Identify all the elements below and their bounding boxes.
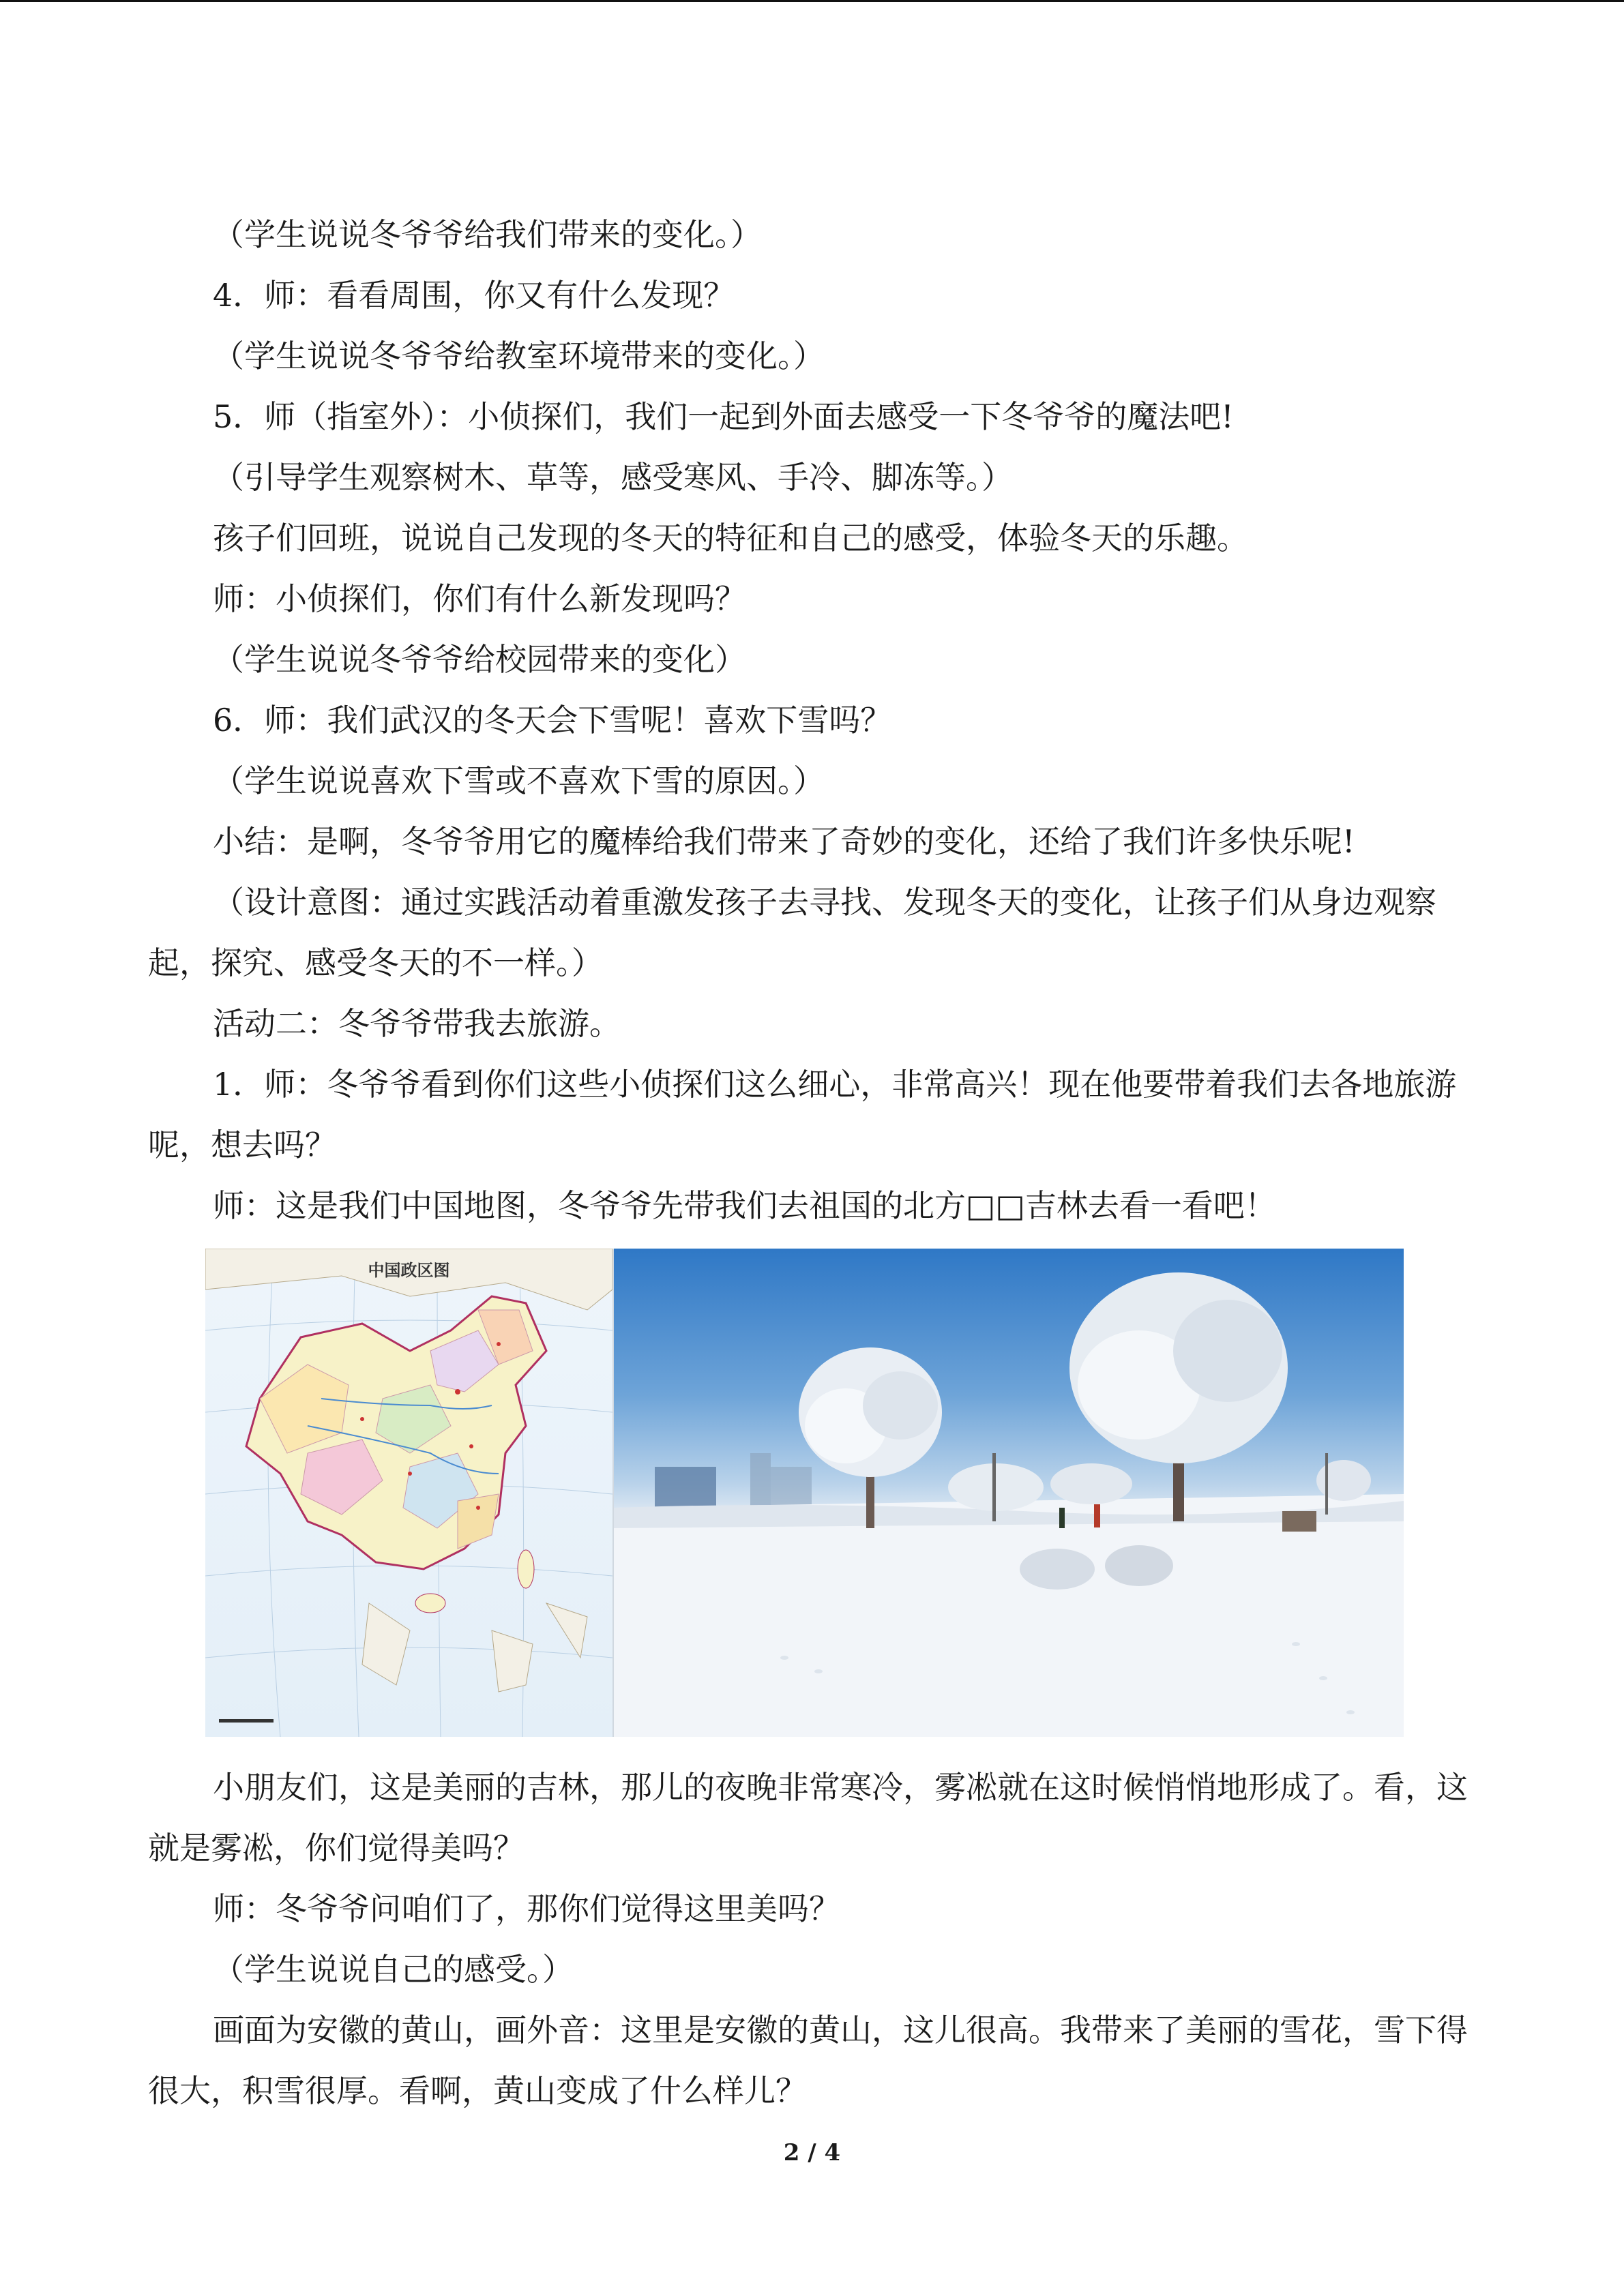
document-body <box>148 205 1478 2121</box>
text-line: 5．师（指室外）：小侦探们，我们一起到外面去感受一下冬爷爷的魔法吧! <box>213 398 1234 435</box>
map-title: 中国政区图 <box>368 1261 450 1280</box>
map-intro-line: 师：这是我们中国地图，冬爷爷先带我们去祖国的北方□□吉林去看一看吧！ <box>213 1187 1276 1224</box>
activity-paragraph: 1．师：冬爷爷看到你们这些小侦探们这么细心，非常高兴！现在他要带着我们去各地旅游呢，想去吗？ <box>148 1066 1457 1163</box>
text-line: （学生说说自己的感受。） <box>213 1951 574 1988</box>
text-line: 小结：是啊，冬爷爷用它的魔棒给我们带来了奇妙的变化，还给了我们许多快乐呢! <box>213 823 1355 860</box>
text-line: 4．师：看看周围，你又有什么发现？ <box>213 277 735 314</box>
page-number: 2 / 4 <box>783 2139 841 2166</box>
text-line: （学生说说冬爷爷给校园带来的变化） <box>213 641 746 678</box>
text-line: 孩子们回班，说说自己发现的冬天的特征和自己的感受，体验冬天的乐趣。 <box>213 520 1248 556</box>
activity-heading: 活动二：冬爷爷带我去旅游。 <box>213 1005 621 1042</box>
text-line: （学生说说冬爷爷给教室环境带来的变化。） <box>213 338 825 374</box>
design-intent-paragraph: （设计意图：通过实践活动着重激发孩子去寻找、发现冬天的变化，让孩子们从身边观察起，探究、感受冬天的不一样。） <box>148 884 1436 981</box>
top-border <box>0 0 1624 2</box>
jilin-paragraph: 小朋友们，这是美丽的吉林，那儿的夜晚非常寒冷，雾凇就在这时候悄悄地形成了。看，这就是雾凇，你们觉得美吗？ <box>148 1769 1468 1866</box>
text-line: 师：小侦探们，你们有什么新发现吗？ <box>213 580 746 617</box>
huangshan-paragraph: 画面为安徽的黄山，画外音：这里是安徽的黄山，这儿很高。我带来了美丽的雪花，雪下得很大，积雪很厚。看啊，黄山变成了什么样儿？ <box>148 2012 1468 2109</box>
rime-scene <box>614 1249 1404 1737</box>
text-line: （学生说说喜欢下雪或不喜欢下雪的原因。） <box>213 762 825 799</box>
text-line: （引导学生观察树木、草等，感受寒风、手冷、脚冻等。） <box>213 459 1013 496</box>
text-line: 6．师：我们武汉的冬天会下雪呢！喜欢下雪吗？ <box>213 702 892 739</box>
text-line: （学生说说冬爷爷给我们带来的变化。） <box>213 216 762 253</box>
figure-row <box>205 1249 1478 1737</box>
text-line: 师：冬爷爷问咱们了，那你们觉得这里美吗？ <box>213 1890 840 1927</box>
map-graphic <box>205 1249 612 1737</box>
china-map-image <box>205 1249 614 1737</box>
jilin-rime-photo <box>614 1249 1404 1737</box>
